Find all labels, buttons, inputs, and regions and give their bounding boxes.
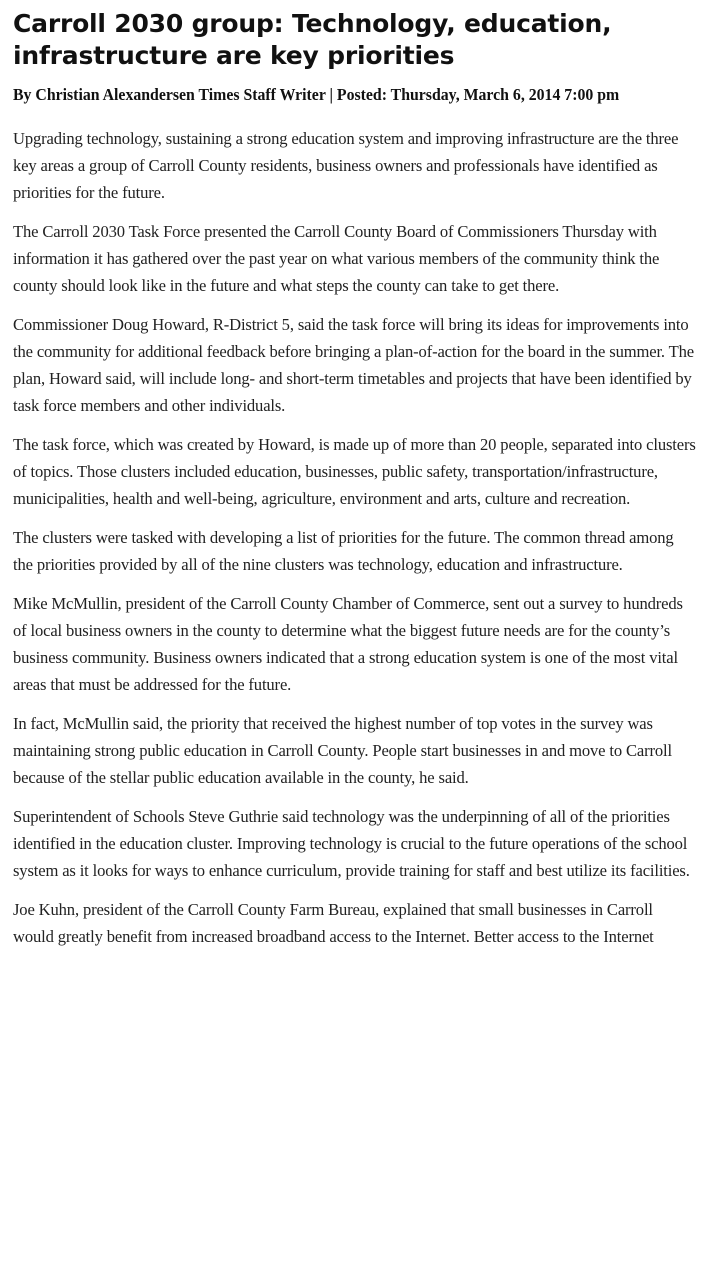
article-paragraph: In fact, McMullin said, the priority that received the highest number of top votes in the survey was maintaining strong public education in Carroll County. People start businesses in and move to Carroll because of the stellar public education available in the county, he said. <box>13 714 672 787</box>
article-paragraph: Commissioner Doug Howard, R-District 5, said the task force will bring its ideas for improvements into the community for additional feedback before bringing a plan-of-action for the board in the summer. The plan, Howard said, will include long- and short-term timetables and projects that have been identified by task force members and other individuals. <box>13 315 694 415</box>
article-paragraph: Mike McMullin, president of the Carroll County Chamber of Commerce, sent out a survey to hundreds of local business owners in the county to determine what the biggest future needs are for the county’s business community. Business owners indicated that a strong education system is one of the most vital areas that must be addressed for the future. <box>13 594 683 694</box>
article-byline: By Christian Alexandersen Times Staff Writer | Posted: Thursday, March 6, 2014 7:00 pm <box>13 85 620 104</box>
article-paragraph: Joe Kuhn, president of the Carroll County Farm Bureau, explained that small businesses in Carroll would greatly benefit from increased broadband access to the Internet. Better access to the Internet <box>13 900 654 946</box>
article-paragraph: The Carroll 2030 Task Force presented the Carroll County Board of Commissioners Thursday with information it has gathered over the past year on what various members of the community think the county should look like in the future and what steps the county can take to get there. <box>13 222 660 295</box>
article-paragraph: The task force, which was created by Howard, is made up of more than 20 people, separated into clusters of topics. Those clusters included education, businesses, public safety, transportation/infrastructure, municipalities, health and well-being, agriculture, environment and arts, culture and recreation. <box>13 435 696 508</box>
article-paragraph: Upgrading technology, sustaining a strong education system and improving infrastructure are the three key areas a group of Carroll County residents, business owners and professionals have identified as priorities for the future. <box>13 129 679 202</box>
article-paragraph: Superintendent of Schools Steve Guthrie said technology was the underpinning of all of the priorities identified in the education cluster. Improving technology is crucial to the future operations of the school system as it looks for ways to enhance curriculum, provide training for staff and best utilize its facilities. <box>13 807 690 880</box>
article-headline: Carroll 2030 group: Technology, education, infrastructure are key priorities <box>13 9 612 70</box>
article-paragraph: The clusters were tasked with developing a list of priorities for the future. The common thread among the priorities provided by all of the nine clusters was technology, education and infrastructure. <box>13 528 674 574</box>
